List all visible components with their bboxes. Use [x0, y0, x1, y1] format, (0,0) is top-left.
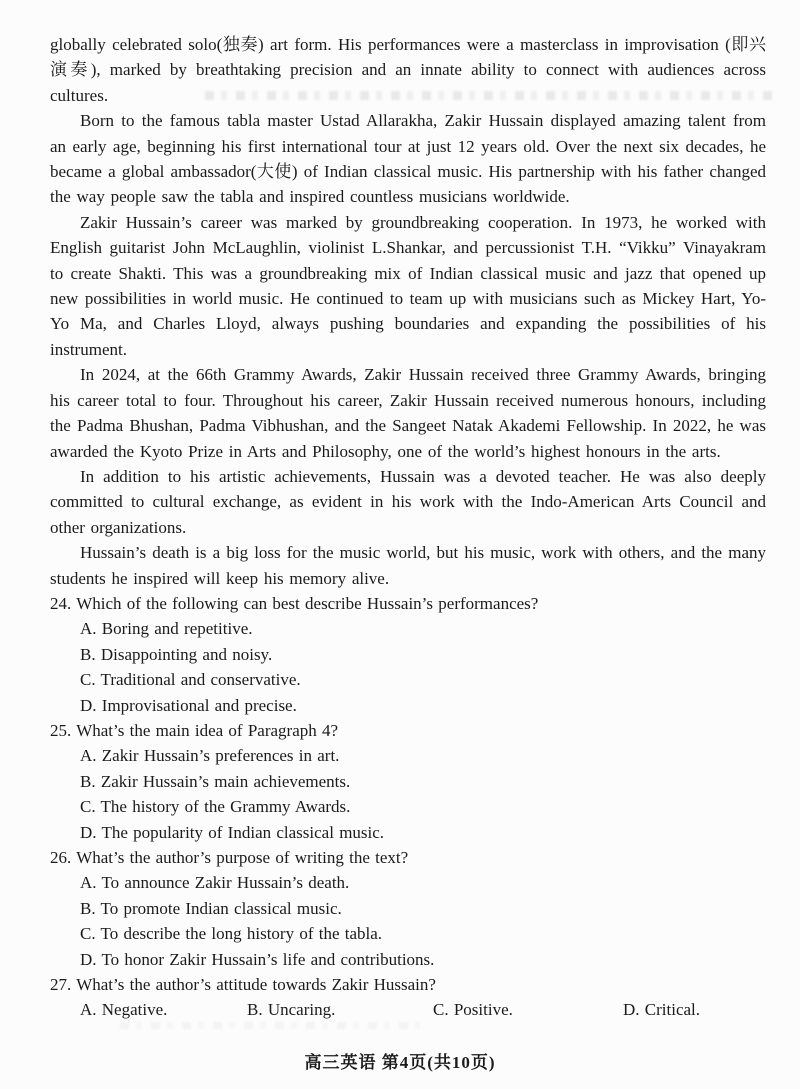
answer-option: C. To describe the long history of the tabla.	[80, 924, 383, 944]
question	[50, 845, 766, 972]
question-options	[50, 997, 766, 1022]
passage-paragraph: In 2024, at the 66th Grammy Awards, Zakir Hussain received three Grammy Awards, bringing his career total to four. Throughout his career, Zakir Hussain received numerous honours, including the Padma Bhushan, Padma Vibhushan, and the Sangeet Natak Akademi Fellowship. In 2022, he was awarded the Kyoto Prize in Arts and Philosophy, one of the world’s highest honours in the arts.	[50, 365, 766, 461]
scan-bleed-artifact	[120, 1022, 420, 1029]
question-stem: 27. What’s the author’s attitude towards Zakir Hussain?	[50, 975, 436, 995]
answer-option: B. Uncaring.	[247, 1000, 336, 1020]
answer-option: A. To announce Zakir Hussain’s death.	[80, 873, 350, 893]
page-footer: 高三英语 第4页(共10页)	[304, 1053, 496, 1072]
questions	[50, 591, 766, 1023]
answer-option: C. Positive.	[433, 1000, 513, 1020]
passage-paragraph: In addition to his artistic achievements, Hussain was a devoted teacher. He was also deeply committed to cultural exchange, as evident in his work with the Indo-American Arts Council and other organizations.	[50, 466, 766, 537]
question-options	[50, 743, 766, 845]
passage	[50, 32, 766, 591]
page-content	[50, 32, 766, 1023]
answer-option: C. Traditional and conservative.	[80, 670, 301, 690]
question-stem: 26. What’s the author’s purpose of writing the text?	[50, 848, 409, 867]
answer-option: D. Improvisational and precise.	[80, 695, 297, 715]
question	[50, 718, 766, 845]
question-stem: 24. Which of the following can best describe Hussain’s performances?	[50, 593, 539, 613]
answer-option: C. The history of the Grammy Awards.	[80, 797, 351, 817]
answer-option: B. Zakir Hussain’s main achievements.	[80, 771, 351, 791]
answer-option: A. Boring and repetitive.	[80, 619, 253, 639]
answer-option: D. Critical.	[623, 1000, 701, 1020]
question	[50, 972, 766, 1023]
answer-option: D. To honor Zakir Hussain’s life and contributions.	[80, 949, 435, 969]
passage-paragraph: Hussain’s death is a big loss for the music world, but his music, work with others, and the many students he inspired will keep his memory alive.	[50, 543, 766, 588]
question-stem: 25. What’s the main idea of Paragraph 4?	[50, 720, 339, 740]
answer-option: B. To promote Indian classical music.	[80, 898, 342, 918]
answer-option: A. Zakir Hussain’s preferences in art.	[80, 746, 340, 766]
answer-option: B. Disappointing and noisy.	[80, 644, 273, 664]
question-options	[50, 616, 766, 718]
question-options	[50, 870, 766, 972]
passage-paragraph: Zakir Hussain’s career was marked by groundbreaking cooperation. In 1973, he worked with English guitarist John McLaughlin, violinist L.Shankar, and percussionist T.H. “Vikku” Vinayakram to create Shakti. This was a groundbreaking mix of Indian classical music and jazz that opened up new possibilities in world music. He continued to team up with musicians such as Mickey Hart, Yo-Yo Ma, and Charles Lloyd, always pushing boundaries and expanding the possibilities of his instrument.	[50, 212, 766, 359]
answer-option: A. Negative.	[80, 1000, 168, 1020]
passage-paragraph: globally celebrated solo(独奏) art form. His performances were a masterclass in improvisation (即兴演奏), marked by breathtaking precision and an innate ability to connect with audiences across cultures.	[50, 35, 766, 105]
answer-option: D. The popularity of Indian classical music.	[80, 822, 385, 842]
question	[50, 591, 766, 718]
passage-paragraph: Born to the famous tabla master Ustad Allarakha, Zakir Hussain displayed amazing talent from an early age, beginning his first international tour at just 12 years old. Over the next six decades, he became a global ambassador(大使) of Indian classical music. His partnership with his father changed the way people saw the tabla and inspired countless musicians worldwide.	[50, 111, 766, 207]
